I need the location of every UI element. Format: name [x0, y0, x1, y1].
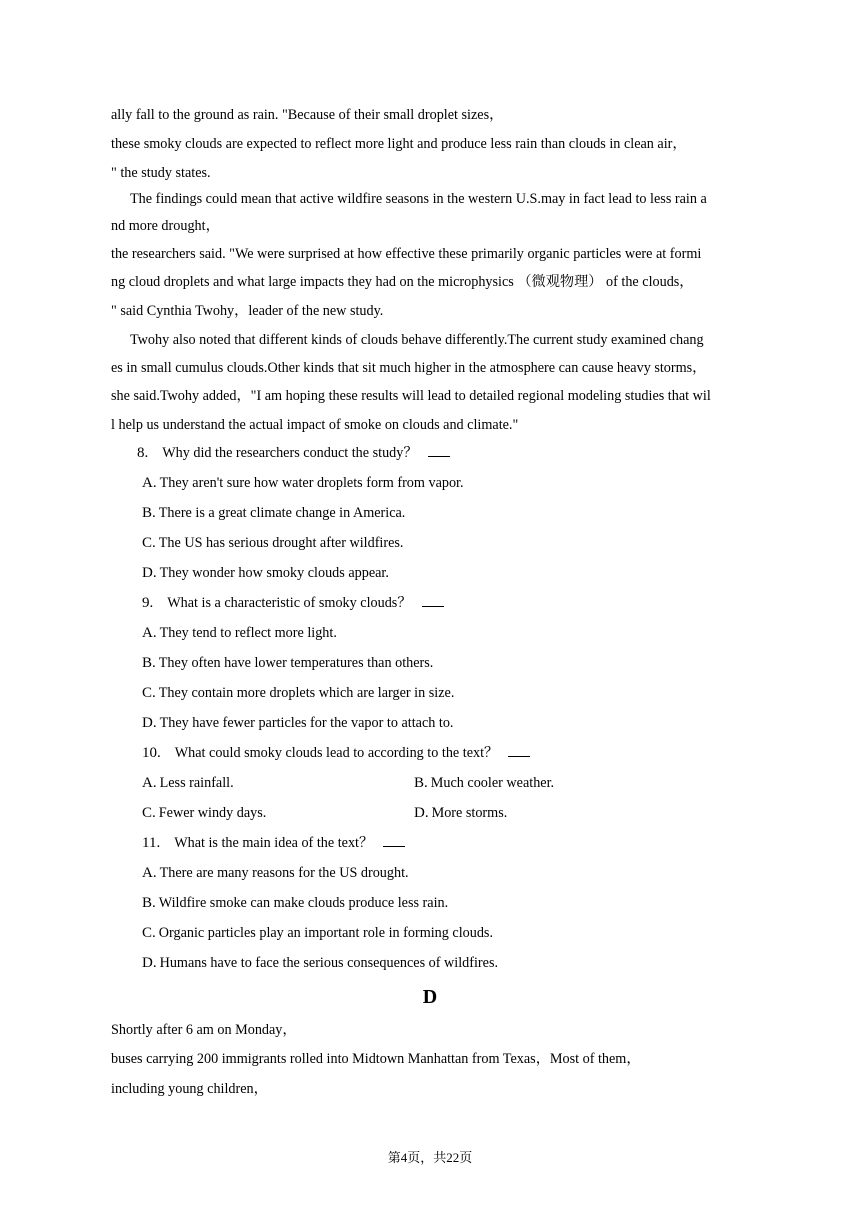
option-text: There are many reasons for the US drought.: [159, 865, 409, 881]
option-10a[interactable]: [142, 774, 234, 792]
question-number: 10.: [142, 745, 161, 761]
option-11b[interactable]: [142, 894, 448, 912]
option-letter: D.: [142, 565, 157, 581]
passage-line: es in small cumulus clouds.Other kinds that sit much higher in the atmosphere can cause heavy storms，: [111, 360, 707, 376]
option-text: They have fewer particles for the vapor to attach to.: [159, 715, 454, 731]
option-text: They often have lower temperatures than others.: [158, 655, 434, 671]
option-letter: C.: [142, 805, 156, 821]
passage-line: the researchers said. "We were surprised at how effective these primarily organic particles were at formi: [111, 246, 702, 262]
question-8: [137, 444, 450, 462]
option-letter: D.: [142, 955, 157, 971]
option-8c[interactable]: [142, 534, 403, 552]
option-11c[interactable]: [142, 924, 493, 942]
option-text: They contain more droplets which are larger in size.: [158, 685, 455, 701]
option-letter: D.: [414, 805, 429, 821]
answer-blank[interactable]: [428, 444, 450, 457]
section-heading: D: [422, 986, 438, 1008]
option-text: Organic particles play an important role in forming clouds.: [158, 925, 494, 941]
answer-blank[interactable]: [422, 594, 444, 607]
answer-blank[interactable]: [383, 834, 405, 847]
option-letter: B.: [142, 895, 156, 911]
passage-line: " said Cynthia Twohy，leader of the new study.: [111, 303, 384, 319]
option-text: Much cooler weather.: [430, 775, 555, 791]
passage-line: ally fall to the ground as rain. "Because of their small droplet sizes，: [111, 107, 504, 123]
option-letter: D.: [142, 715, 157, 731]
question-text: Why did the researchers conduct the study？: [162, 445, 418, 461]
option-8b[interactable]: [142, 504, 405, 522]
option-11a[interactable]: [142, 864, 409, 882]
option-letter: C.: [142, 685, 156, 701]
passage-line: these smoky clouds are expected to reflect more light and produce less rain than clouds in clean air，: [111, 136, 687, 152]
option-text: More storms.: [431, 805, 508, 821]
option-9b[interactable]: [142, 654, 433, 672]
option-letter: B.: [142, 505, 156, 521]
question-number: 9.: [142, 595, 154, 611]
option-text: They wonder how smoky clouds appear.: [159, 565, 389, 581]
option-text: Fewer windy days.: [158, 805, 267, 821]
question-11: [142, 834, 405, 852]
question-number: 8.: [137, 445, 149, 461]
option-text: The US has serious drought after wildfires.: [158, 535, 404, 551]
passage-line: Shortly after 6 am on Monday，: [111, 1022, 297, 1038]
option-10c[interactable]: [142, 804, 266, 822]
option-9a[interactable]: [142, 624, 337, 642]
passage-line: including young children，: [111, 1081, 268, 1097]
passage-line: The findings could mean that active wildfire seasons in the western U.S.may in fact lead to less rain a: [130, 191, 707, 207]
option-letter: A.: [142, 865, 157, 881]
option-10d[interactable]: [414, 804, 507, 822]
answer-blank[interactable]: [508, 744, 530, 757]
passage-line: nd more drought，: [111, 218, 220, 234]
option-text: Wildfire smoke can make clouds produce less rain.: [158, 895, 449, 911]
question-10: [142, 744, 530, 762]
passage-line: Twohy also noted that different kinds of clouds behave differently.The current study examined chang: [130, 332, 704, 348]
question-9: [142, 594, 444, 612]
option-text: There is a great climate change in America.: [158, 505, 406, 521]
question-text: What could smoky clouds lead to according to the text？: [174, 745, 499, 761]
option-letter: B.: [142, 655, 156, 671]
question-text: What is a characteristic of smoky clouds？: [167, 595, 412, 611]
option-letter: A.: [142, 775, 157, 791]
option-letter: C.: [142, 535, 156, 551]
option-text: They tend to reflect more light.: [159, 625, 337, 641]
option-10b[interactable]: [414, 774, 554, 792]
option-9d[interactable]: [142, 714, 453, 732]
option-letter: A.: [142, 475, 157, 491]
option-text: Humans have to face the serious consequences of wildfires.: [159, 955, 499, 971]
option-8d[interactable]: [142, 564, 389, 582]
page-footer: 第4页，共22页: [387, 1150, 473, 1165]
option-letter: C.: [142, 925, 156, 941]
option-9c[interactable]: [142, 684, 454, 702]
option-letter: B.: [414, 775, 428, 791]
passage-line: buses carrying 200 immigrants rolled into Midtown Manhattan from Texas，Most of them，: [111, 1051, 641, 1067]
question-text: What is the main idea of the text？: [174, 835, 374, 851]
passage-line: l help us understand the actual impact of smoke on clouds and climate.": [111, 417, 519, 433]
option-11d[interactable]: [142, 954, 498, 972]
passage-line: ng cloud droplets and what large impacts they had on the microphysics （微观物理） of the clouds，: [111, 274, 694, 290]
option-text: They aren't sure how water droplets form from vapor.: [159, 475, 464, 491]
option-text: Less rainfall.: [159, 775, 234, 791]
passage-line: " the study states.: [111, 165, 211, 181]
option-letter: A.: [142, 625, 157, 641]
question-number: 11.: [142, 835, 161, 851]
passage-line: she said.Twohy added，"I am hoping these results will lead to detailed regional modeling studies that wil: [111, 388, 711, 404]
option-8a[interactable]: [142, 474, 464, 492]
